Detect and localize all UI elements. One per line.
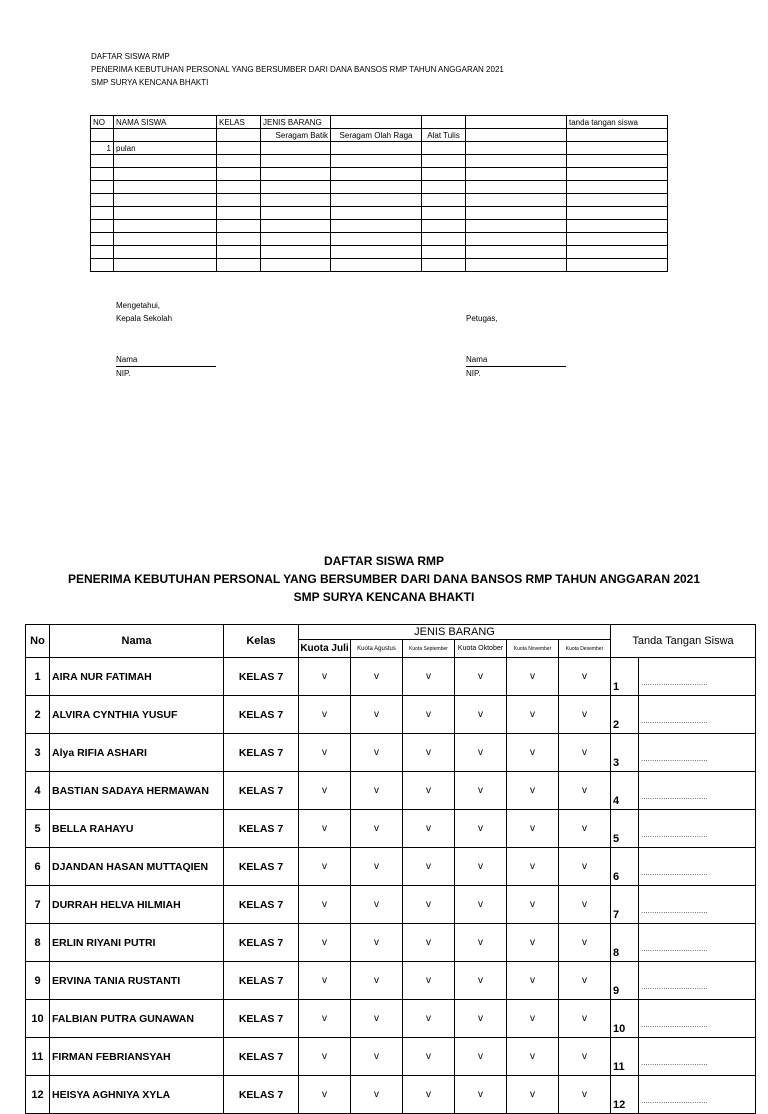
- quota-check-mark: v: [403, 810, 455, 848]
- bottom-header-no: No: [26, 625, 50, 658]
- signature-number: 10: [611, 1000, 639, 1038]
- bottom-header-jenis: JENIS BARANG: [299, 625, 611, 640]
- quota-check-mark: v: [455, 696, 507, 734]
- quota-check-mark: v: [507, 1000, 559, 1038]
- quota-check-mark: v: [507, 810, 559, 848]
- student-class: KELAS 7: [224, 734, 299, 772]
- top-header-no: NO: [91, 116, 114, 129]
- row-number: 7: [26, 886, 50, 924]
- right-nip-label: NIP.: [466, 369, 481, 378]
- quota-check-mark: v: [351, 658, 403, 696]
- quota-check-mark: v: [559, 658, 611, 696]
- quota-check-mark: v: [559, 1076, 611, 1114]
- top-subheader-row: [91, 129, 668, 142]
- petugas-label: Petugas,: [466, 314, 498, 323]
- top-table-row: [91, 155, 668, 168]
- quota-check-mark: v: [507, 848, 559, 886]
- student-class: KELAS 7: [224, 848, 299, 886]
- signature-number: 11: [611, 1038, 639, 1076]
- top-sub-seragam-olahraga: Seragam Olah Raga: [331, 129, 422, 142]
- signature-line[interactable]: ..............................: [639, 924, 756, 962]
- quota-september: Kuota September: [403, 640, 455, 658]
- row-number: 3: [26, 734, 50, 772]
- quota-check-mark: v: [559, 962, 611, 1000]
- quota-check-mark: v: [455, 1076, 507, 1114]
- quota-check-mark: v: [403, 848, 455, 886]
- table-row: [26, 734, 756, 772]
- quota-check-mark: v: [403, 1076, 455, 1114]
- signature-line[interactable]: ..............................: [639, 962, 756, 1000]
- table-row: [26, 810, 756, 848]
- student-class: KELAS 7: [224, 810, 299, 848]
- student-name: BASTIAN SADAYA HERMAWAN: [50, 772, 224, 810]
- quota-check-mark: v: [299, 1076, 351, 1114]
- quota-check-mark: v: [299, 734, 351, 772]
- bottom-title-line-2: PENERIMA KEBUTUHAN PERSONAL YANG BERSUMBER DARI DANA BANSOS RMP TAHUN ANGGARAN 2021: [67, 572, 701, 586]
- kepala-sekolah-label: Kepala Sekolah: [116, 314, 173, 323]
- top-row-nama: pulan: [114, 142, 217, 155]
- row-number: 1: [26, 658, 50, 696]
- bottom-student-table: [25, 624, 756, 1114]
- signature-line[interactable]: ..............................: [639, 1038, 756, 1076]
- quota-check-mark: v: [299, 886, 351, 924]
- top-title-line-3: SMP SURYA KENCANA BHAKTI: [91, 78, 209, 87]
- row-number: 8: [26, 924, 50, 962]
- bottom-rows: [26, 658, 756, 1114]
- student-name: DJANDAN HASAN MUTTAQIEN: [50, 848, 224, 886]
- signature-number: 2: [611, 696, 639, 734]
- quota-check-mark: v: [455, 924, 507, 962]
- top-table-row: [91, 168, 668, 181]
- bottom-header-kelas: Kelas: [224, 625, 299, 658]
- quota-check-mark: v: [455, 886, 507, 924]
- quota-check-mark: v: [455, 658, 507, 696]
- student-name: ERLIN RIYANI PUTRI: [50, 924, 224, 962]
- student-name: ERVINA TANIA RUSTANTI: [50, 962, 224, 1000]
- signature-number: 3: [611, 734, 639, 772]
- quota-check-mark: v: [507, 772, 559, 810]
- signature-line[interactable]: ..............................: [639, 658, 756, 696]
- signature-number: 9: [611, 962, 639, 1000]
- quota-check-mark: v: [403, 658, 455, 696]
- top-title-block: [91, 50, 504, 89]
- signature-line[interactable]: ..............................: [639, 734, 756, 772]
- quota-check-mark: v: [403, 962, 455, 1000]
- left-signature-block: [116, 299, 172, 325]
- bottom-header-row: [26, 625, 756, 640]
- quota-desember: Kuota Desember: [559, 640, 611, 658]
- table-row: [26, 696, 756, 734]
- quota-check-mark: v: [299, 658, 351, 696]
- quota-check-mark: v: [403, 924, 455, 962]
- student-name: ALVIRA CYNTHIA YUSUF: [50, 696, 224, 734]
- student-class: KELAS 7: [224, 658, 299, 696]
- table-row: [26, 658, 756, 696]
- top-sub-alat-tulis: Alat Tulis: [422, 129, 466, 142]
- signature-line[interactable]: ..............................: [639, 1076, 756, 1114]
- row-number: 11: [26, 1038, 50, 1076]
- top-table-row: [91, 259, 668, 272]
- student-class: KELAS 7: [224, 1000, 299, 1038]
- bottom-title-line-3: SMP SURYA KENCANA BHAKTI: [293, 590, 475, 604]
- quota-check-mark: v: [559, 696, 611, 734]
- quota-check-mark: v: [559, 734, 611, 772]
- top-table-row: [91, 233, 668, 246]
- student-name: FALBIAN PUTRA GUNAWAN: [50, 1000, 224, 1038]
- signature-line[interactable]: ..............................: [639, 848, 756, 886]
- top-table-row: [91, 246, 668, 259]
- student-class: KELAS 7: [224, 696, 299, 734]
- quota-check-mark: v: [403, 1038, 455, 1076]
- student-class: KELAS 7: [224, 1038, 299, 1076]
- signature-number: 8: [611, 924, 639, 962]
- quota-check-mark: v: [455, 734, 507, 772]
- quota-check-mark: v: [403, 772, 455, 810]
- mengetahui-label: Mengetahui,: [116, 301, 161, 310]
- quota-check-mark: v: [299, 772, 351, 810]
- student-name: DURRAH HELVA HILMIAH: [50, 886, 224, 924]
- left-nip-label: NIP.: [116, 369, 131, 378]
- right-signature-name: [466, 353, 566, 380]
- row-number: 9: [26, 962, 50, 1000]
- top-row-no: 1: [91, 142, 114, 155]
- quota-check-mark: v: [507, 886, 559, 924]
- top-sub-seragam-batik: Seragam Batik: [261, 129, 331, 142]
- quota-oktober: Kuota Oktober: [455, 640, 507, 658]
- signature-number: 5: [611, 810, 639, 848]
- row-number: 2: [26, 696, 50, 734]
- quota-check-mark: v: [351, 772, 403, 810]
- table-row: [26, 772, 756, 810]
- signature-line[interactable]: ..............................: [639, 886, 756, 924]
- quota-check-mark: v: [351, 810, 403, 848]
- student-class: KELAS 7: [224, 886, 299, 924]
- quota-check-mark: v: [507, 1038, 559, 1076]
- right-nama-line: Nama: [466, 353, 566, 367]
- student-name: Alya RIFIA ASHARI: [50, 734, 224, 772]
- quota-check-mark: v: [455, 1000, 507, 1038]
- top-header-row: [91, 116, 668, 129]
- table-row: [26, 886, 756, 924]
- table-row: [26, 1076, 756, 1114]
- top-student-table: [90, 115, 668, 272]
- top-table-row: [91, 220, 668, 233]
- top-header-jenis: JENIS BARANG: [261, 116, 331, 129]
- table-row: [26, 1038, 756, 1076]
- quota-check-mark: v: [507, 658, 559, 696]
- quota-check-mark: v: [299, 924, 351, 962]
- left-signature-name: [116, 353, 216, 380]
- quota-juli: Kuota Juli: [299, 640, 351, 658]
- signature-line[interactable]: ..............................: [639, 772, 756, 810]
- bottom-title-line-1: DAFTAR SISWA RMP: [324, 554, 444, 568]
- student-class: KELAS 7: [224, 1076, 299, 1114]
- top-header-nama: NAMA SISWA: [114, 116, 217, 129]
- quota-check-mark: v: [351, 848, 403, 886]
- signature-number: 1: [611, 658, 639, 696]
- quota-check-mark: v: [351, 962, 403, 1000]
- quota-agustus: Kuota Agustus: [351, 640, 403, 658]
- quota-check-mark: v: [351, 886, 403, 924]
- student-name: FIRMAN FEBRIANSYAH: [50, 1038, 224, 1076]
- quota-check-mark: v: [559, 1000, 611, 1038]
- student-class: KELAS 7: [224, 772, 299, 810]
- student-name: AIRA NUR FATIMAH: [50, 658, 224, 696]
- quota-november: Kuota November: [507, 640, 559, 658]
- top-title-line-1: DAFTAR SISWA RMP: [91, 52, 170, 61]
- quota-check-mark: v: [351, 1000, 403, 1038]
- table-row: [26, 962, 756, 1000]
- quota-check-mark: v: [455, 1038, 507, 1076]
- signature-number: 7: [611, 886, 639, 924]
- quota-check-mark: v: [559, 1038, 611, 1076]
- quota-check-mark: v: [559, 848, 611, 886]
- quota-check-mark: v: [351, 1076, 403, 1114]
- signature-number: 12: [611, 1076, 639, 1114]
- bottom-header-nama: Nama: [50, 625, 224, 658]
- quota-check-mark: v: [507, 924, 559, 962]
- top-table-row: [91, 207, 668, 220]
- row-number: 10: [26, 1000, 50, 1038]
- student-name: BELLA RAHAYU: [50, 810, 224, 848]
- quota-check-mark: v: [507, 696, 559, 734]
- student-class: KELAS 7: [224, 924, 299, 962]
- table-row: [26, 1000, 756, 1038]
- bottom-title-block: [0, 552, 768, 606]
- quota-check-mark: v: [351, 924, 403, 962]
- row-number: 5: [26, 810, 50, 848]
- table-row: [26, 848, 756, 886]
- signature-number: 6: [611, 848, 639, 886]
- top-title-line-2: PENERIMA KEBUTUHAN PERSONAL YANG BERSUMBER DARI DANA BANSOS RMP TAHUN ANGGARAN 2021: [91, 65, 504, 74]
- quota-check-mark: v: [559, 810, 611, 848]
- quota-check-mark: v: [299, 848, 351, 886]
- quota-check-mark: v: [403, 886, 455, 924]
- quota-check-mark: v: [507, 962, 559, 1000]
- student-class: KELAS 7: [224, 962, 299, 1000]
- quota-check-mark: v: [507, 1076, 559, 1114]
- row-number: 4: [26, 772, 50, 810]
- top-table-row: [91, 181, 668, 194]
- left-nama-line: Nama: [116, 353, 216, 367]
- student-name: HEISYA AGHNIYA XYLA: [50, 1076, 224, 1114]
- signature-line[interactable]: ..............................: [639, 1000, 756, 1038]
- top-header-kelas: KELAS: [217, 116, 261, 129]
- quota-check-mark: v: [351, 696, 403, 734]
- quota-check-mark: v: [403, 1000, 455, 1038]
- signature-line[interactable]: ..............................: [639, 810, 756, 848]
- quota-check-mark: v: [299, 1038, 351, 1076]
- quota-check-mark: v: [403, 696, 455, 734]
- quota-check-mark: v: [299, 810, 351, 848]
- quota-check-mark: v: [455, 772, 507, 810]
- quota-check-mark: v: [299, 1000, 351, 1038]
- top-table-row: [91, 194, 668, 207]
- quota-check-mark: v: [455, 810, 507, 848]
- signature-number: 4: [611, 772, 639, 810]
- top-table-row: [91, 142, 668, 155]
- quota-check-mark: v: [507, 734, 559, 772]
- quota-check-mark: v: [559, 886, 611, 924]
- quota-check-mark: v: [455, 962, 507, 1000]
- quota-check-mark: v: [403, 734, 455, 772]
- bottom-header-ttd: Tanda Tangan Siswa: [611, 625, 756, 658]
- quota-check-mark: v: [351, 1038, 403, 1076]
- table-row: [26, 924, 756, 962]
- quota-check-mark: v: [351, 734, 403, 772]
- row-number: 12: [26, 1076, 50, 1114]
- quota-check-mark: v: [455, 848, 507, 886]
- quota-check-mark: v: [559, 924, 611, 962]
- quota-check-mark: v: [299, 696, 351, 734]
- signature-line[interactable]: ..............................: [639, 696, 756, 734]
- quota-check-mark: v: [559, 772, 611, 810]
- top-header-ttd: tanda tangan siswa: [567, 116, 668, 129]
- quota-check-mark: v: [299, 962, 351, 1000]
- row-number: 6: [26, 848, 50, 886]
